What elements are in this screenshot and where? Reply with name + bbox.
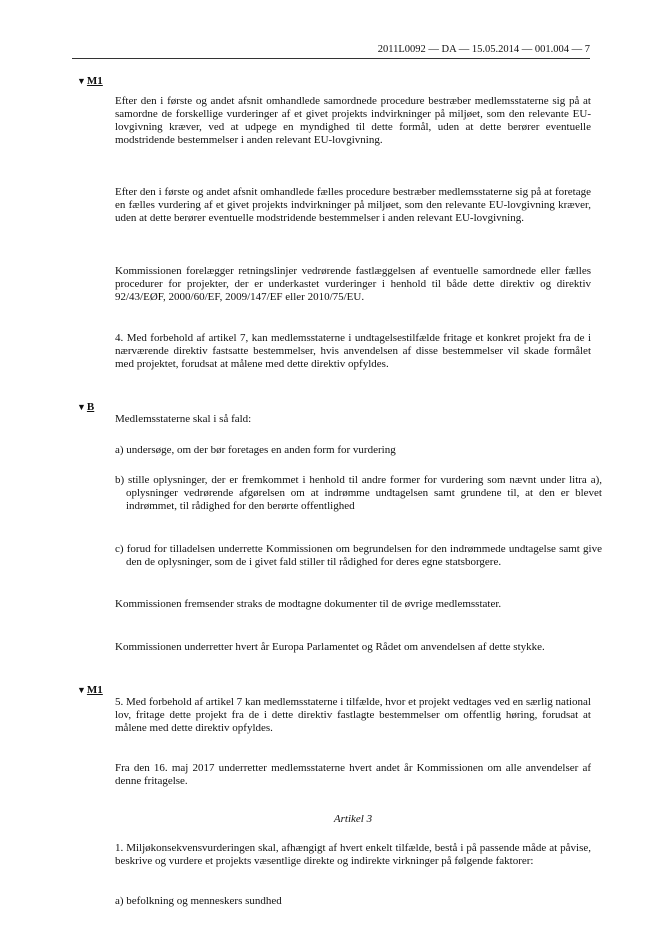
paragraph-commission-forwards: Kommissionen fremsender straks de modtagne dokumenter til de øvrige medlemsstater.	[115, 598, 502, 610]
paragraph-guidelines: Kommissionen forelægger retningslinjer vedrørende fastlæggelsen af eventuelle samordnede eller fælles procedurer for projekter, der er underkastet vurderinger i henhold til både dette direktiv og direktiv 92/43/EØF, 2000/60/EF, 2009/147/EF eller 2010/75/EU.	[115, 265, 591, 303]
paragraph-joint-procedure: Efter den i første og andet afsnit omhandlede fælles procedure bestræber medlemsstaterne sig på at foretage en fælles vurdering af et givet projekts indvirkninger på miljøet, som den relevante EU-lovgivning kræver, uden at dette berører eventuelle modstridende bestemmelser i anden relevant EU-lovgivning.	[115, 186, 591, 224]
page-header	[72, 44, 590, 59]
triangle-icon: ▼	[77, 685, 86, 695]
paragraph-reporting-2017: Fra den 16. maj 2017 underretter medlemsstaterne hvert andet år Kommissionen om alle anvendelser af denne fritagelse.	[115, 762, 591, 787]
paragraph-member-states: Medlemsstaterne skal i så fald:	[115, 413, 252, 425]
list-item-a-population: a) befolkning og menneskers sundhed	[115, 895, 282, 907]
list-item-b: b) stille oplysninger, der er fremkommet i henhold til andre former for vurdering som nævnt under litra a), oplysninger vedrørende afgørelsen om at indrømme undtagelsen samt grundene til, at den er blevet indrømmet, til rådighed for den berørte offentlighed	[115, 474, 602, 512]
marker-label: M1	[86, 75, 103, 87]
amendment-marker-m1	[77, 684, 103, 696]
amendment-marker-b	[77, 401, 94, 413]
triangle-icon: ▼	[77, 76, 86, 86]
paragraph-coordinated-procedure: Efter den i første og andet afsnit omhandlede samordnede procedure bestræber medlemsstaterne sig på at samordne de forskellige vurderinger af et givet projekts indvirkninger på miljøet, som den relevante EU-lovgivning kræver, ved at udpege en myndighed til dette formål, uden at dette berører eventuelle modstridende bestemmelser i anden relevant EU-lovgivning.	[115, 95, 591, 146]
list-item-c: c) forud for tilladelsen underrette Kommissionen om begrundelsen for den indrømmede undtagelse samt give den de oplysninger, som de i givet fald stiller til rådighed for deres egne statsborgere.	[115, 543, 602, 568]
list-item-a: a) undersøge, om der bør foretages en anden form for vurdering	[115, 444, 396, 456]
paragraph-5-national-law: 5. Med forbehold af artikel 7 kan medlemsstaterne i tilfælde, hvor et projekt vedtages ved en særlig national lov, fritage dette projekt fra de i dette direktiv fastlagte bestemmelser om offentlig høring, forudsat at målene med dette direktiv opfyldes.	[115, 696, 591, 734]
paragraph-4-exemption: 4. Med forbehold af artikel 7, kan medlemsstaterne i undtagelsestilfælde fritage et konkret projekt fra de i nærværende direktiv fastsatte bestemmelser, hvis anvendelsen af disse bestemmelser vil skade formålet med projektet, forudsat at målene med dette direktiv opfyldes.	[115, 332, 591, 370]
marker-label: M1	[86, 684, 103, 696]
article-heading: Artikel 3	[333, 813, 373, 825]
paragraph-article3-1: 1. Miljøkonsekvensvurderingen skal, afhængigt af hvert enkelt tilfælde, bestå i på passende måde at påvise, beskrive og vurdere et projekts væsentlige direkte og indirekte virkninger på følgende faktorer:	[115, 842, 591, 867]
document-reference: 2011L0092 — DA — 15.05.2014 — 001.004 — 7	[377, 44, 590, 55]
triangle-icon: ▼	[77, 402, 86, 412]
amendment-marker-m1	[77, 75, 103, 87]
paragraph-commission-reports: Kommissionen underretter hvert år Europa Parlamentet og Rådet om anvendelsen af dette stykke.	[115, 641, 545, 653]
marker-label: B	[86, 401, 95, 413]
